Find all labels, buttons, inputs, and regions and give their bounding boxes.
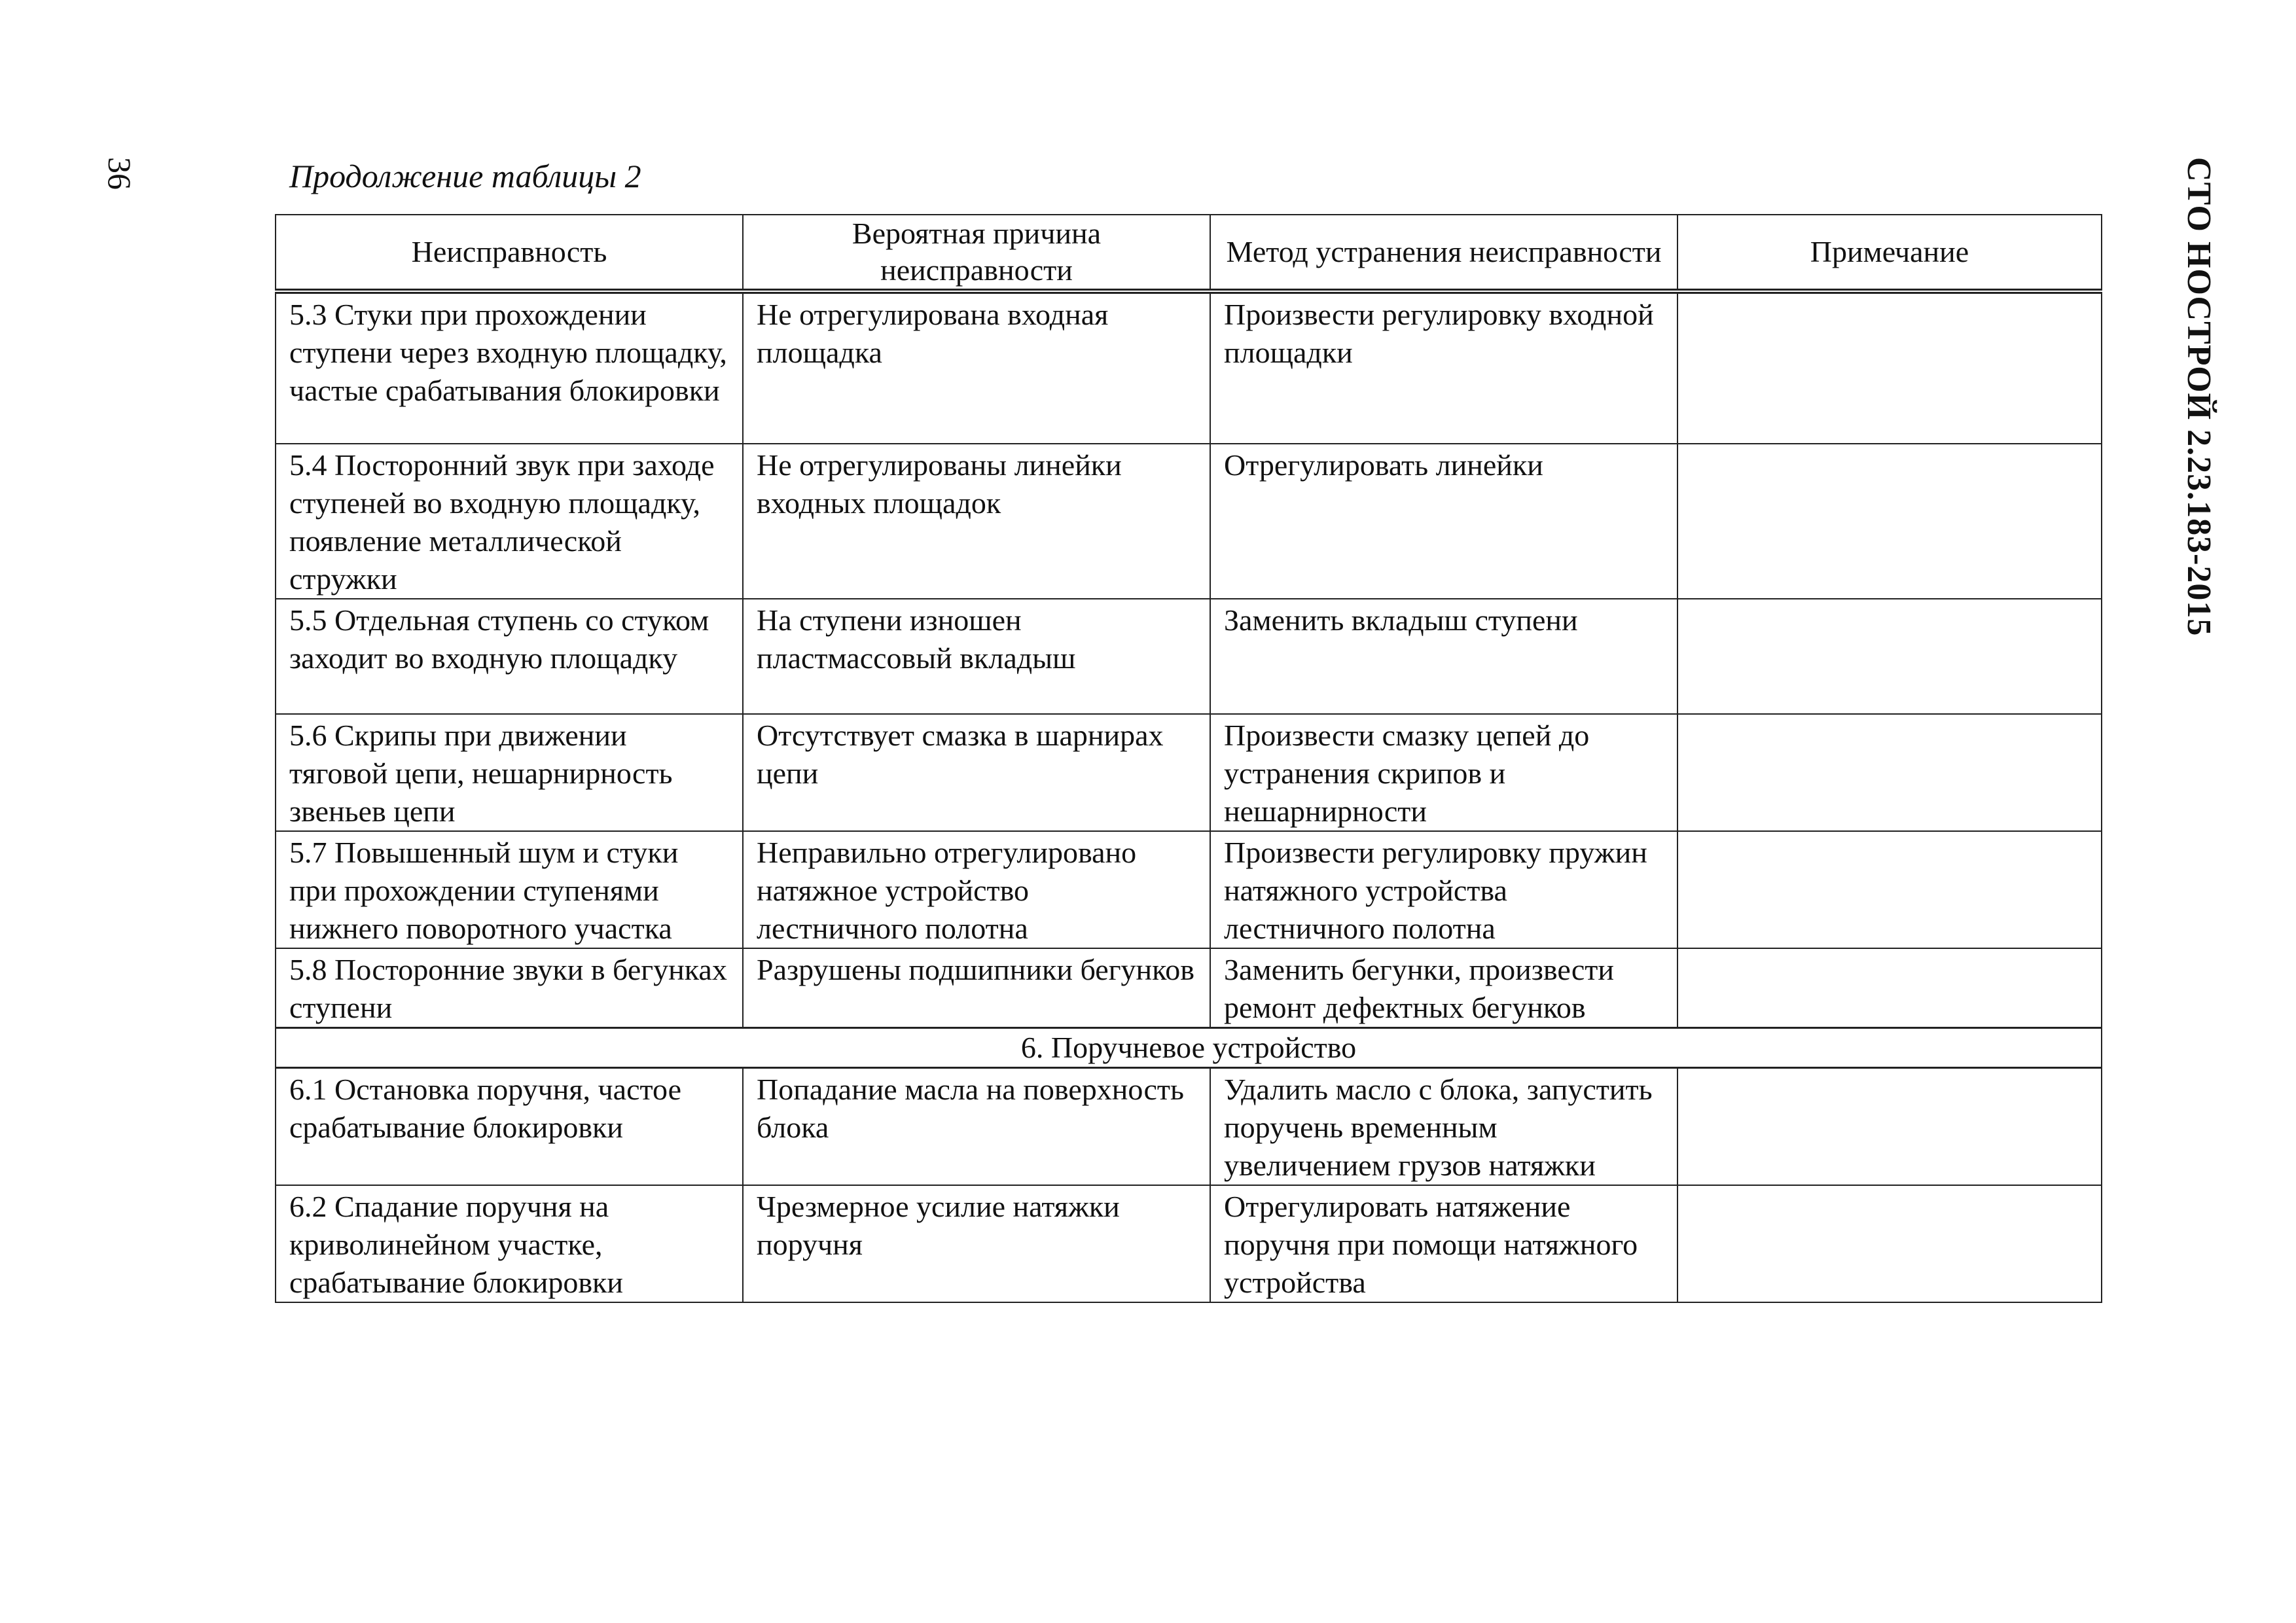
method-cell: Произвести смазку цепей до устранения скрипов и нешарнирности [1210,714,1677,831]
table-row [276,1185,2102,1302]
method-cell: Отрегулировать линейки [1210,444,1677,599]
method-cell: Отрегулировать натяжение поручня при помощи натяжного устройства [1210,1185,1677,1302]
cause-cell: Не отрегулирована входная площадка [743,291,1210,444]
cause-cell: Не отрегулированы линейки входных площадок [743,444,1210,599]
cause-cell: Разрушены подшипники бегунков [743,948,1210,1028]
note-cell [1677,444,2102,599]
note-cell [1677,1185,2102,1302]
table-row [276,444,2102,599]
section-row [276,1028,2102,1068]
table-row [276,1068,2102,1186]
cause-cell: Попадание масла на поверхность блока [743,1068,1210,1186]
fault-cell: 5.6 Скрипы при движении тяговой цепи, нешарнирность звеньев цепи [276,714,743,831]
table-row [276,599,2102,714]
fault-cell: 5.5 Отдельная ступень со стуком заходит во входную площадку [276,599,743,714]
fault-cell: 6.1 Остановка поручня, частое срабатывание блокировки [276,1068,743,1186]
section-title: 6. Поручневое устройство [276,1028,2102,1068]
note-cell [1677,1068,2102,1186]
fault-cell: 5.4 Посторонний звук при заходе ступеней во входную площадку, появление металлической стружки [276,444,743,599]
note-cell [1677,291,2102,444]
cause-cell: На ступени изношен пластмассовый вкладыш [743,599,1210,714]
fault-cell: 6.2 Спадание поручня на криволинейном участке, срабатывание блокировки [276,1185,743,1302]
table-row [276,831,2102,948]
note-cell [1677,831,2102,948]
note-cell [1677,948,2102,1028]
table-caption: Продолжение таблицы 2 [289,158,641,194]
cause-cell: Неправильно отрегулировано натяжное устройство лестничного полотна [743,831,1210,948]
fault-cell: 5.7 Повышенный шум и стуки при прохождении ступенями нижнего поворотного участка [276,831,743,948]
document-code: СТО НОСТРОЙ 2.23.183-2015 [2180,157,2217,637]
method-cell: Заменить бегунки, произвести ремонт дефектных бегунков [1210,948,1677,1028]
note-cell [1677,714,2102,831]
fault-cell: 5.3 Стуки при прохождении ступени через входную площадку, частые срабатывания блокировки [276,291,743,444]
method-cell: Произвести регулировку входной площадки [1210,291,1677,444]
page-number: 36 [101,157,138,190]
fault-cell: 5.8 Посторонние звуки в бегунках ступени [276,948,743,1028]
table-row [276,291,2102,444]
header-method: Метод устранения неисправности [1210,215,1677,291]
cause-cell: Отсутствует смазка в шарнирах цепи [743,714,1210,831]
table-row [276,714,2102,831]
table-header-row [276,215,2102,291]
header-cause: Вероятная причина неисправности [743,215,1210,291]
header-fault: Неисправность [276,215,743,291]
method-cell: Заменить вкладыш ступени [1210,599,1677,714]
faults-table [275,214,2102,1303]
table-row [276,948,2102,1028]
header-note: Примечание [1677,215,2102,291]
method-cell: Произвести регулировку пружин натяжного устройства лестничного полотна [1210,831,1677,948]
cause-cell: Чрезмерное усилие натяжки поручня [743,1185,1210,1302]
method-cell: Удалить масло с блока, запустить поручень временным увеличением грузов натяжки [1210,1068,1677,1186]
note-cell [1677,599,2102,714]
